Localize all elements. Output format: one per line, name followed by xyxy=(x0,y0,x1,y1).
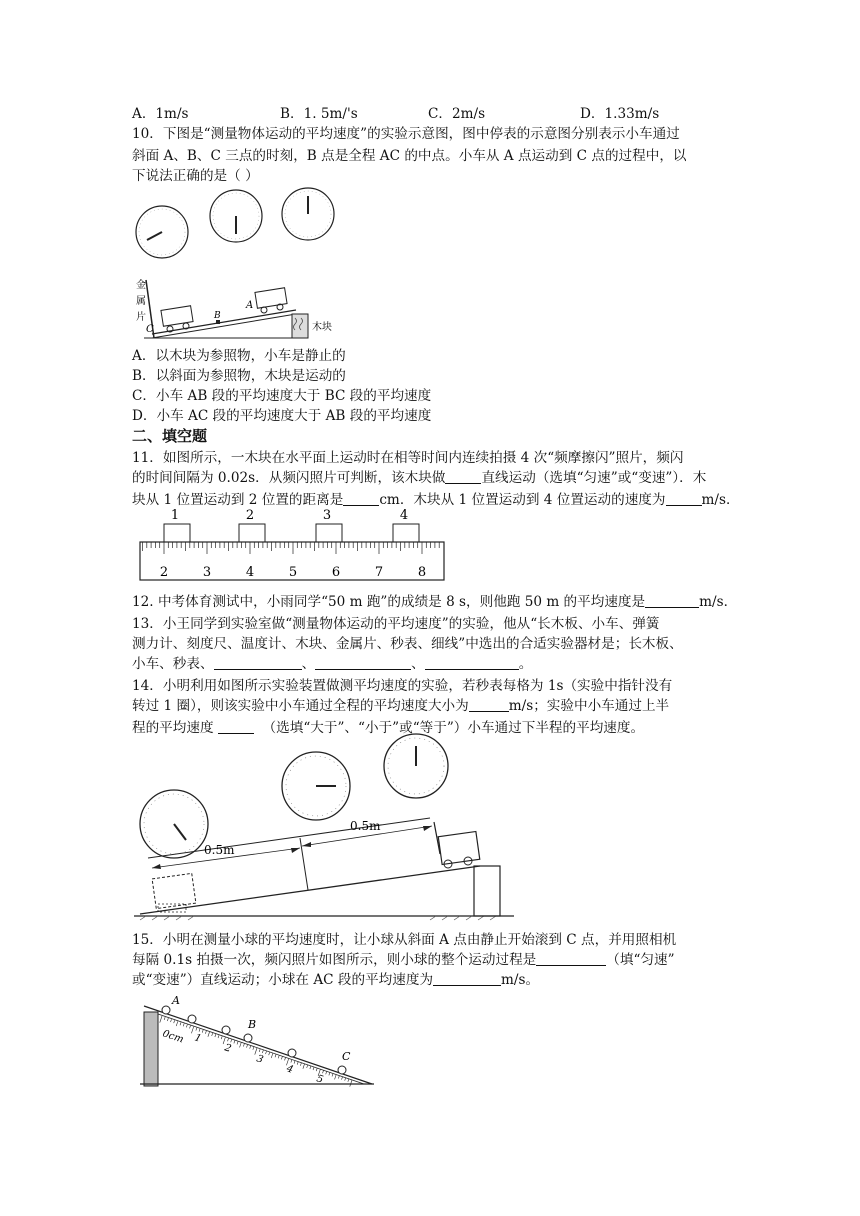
incline-ruler-tick xyxy=(307,1065,308,1068)
incline-ruler-tick xyxy=(275,1054,276,1057)
incline-ruler-tick xyxy=(269,1052,270,1055)
incline-ruler-tick xyxy=(350,1080,352,1087)
q12-line xyxy=(132,592,737,612)
incline-top xyxy=(152,310,296,334)
stopwatch-c xyxy=(136,206,188,258)
ruler-block-label: 3 xyxy=(322,508,332,523)
q10-line-1: 10．下图是“测量物体运动的平均速度”的实验示意图，图中停表的示意图分别表示小车通过 xyxy=(132,126,680,142)
label-metal-1: 金 xyxy=(136,280,146,291)
incline-ruler-tick xyxy=(291,1060,292,1063)
q14-incline-figure xyxy=(130,726,520,922)
q14-line-2-text-a: 转过 1 圈），则该实验中小车通过全程的平均速度大小为 xyxy=(132,698,469,714)
incline-ruler-tick xyxy=(310,1066,311,1069)
incline-ruler-tick xyxy=(247,1045,248,1048)
stopwatch-top xyxy=(384,734,448,798)
ruler-block-label: 2 xyxy=(245,508,255,523)
q12-text-b: m/s． xyxy=(699,594,738,610)
q15-line-1: 15．小明在测量小球的平均速度时，让小球从斜面 A 点由静止开始滚到 C 点，并用照相机 xyxy=(132,932,677,948)
q11-blank-speed[interactable] xyxy=(666,491,702,506)
label-wood-block: 木块 xyxy=(312,322,332,333)
q15-blank-speed[interactable] xyxy=(433,971,501,986)
incline-ruler-tick xyxy=(313,1067,314,1070)
incline-ruler-tick xyxy=(164,1017,165,1020)
incline-ruler-tick xyxy=(332,1074,333,1077)
ruler-scale-label: 8 xyxy=(417,565,427,580)
incline-ruler-tick xyxy=(231,1039,232,1042)
incline-bottom xyxy=(152,314,296,338)
incline-ruler-tick xyxy=(316,1068,317,1071)
label-a: A xyxy=(246,300,254,311)
q9-option-a: A．1m/s xyxy=(132,106,189,122)
q10-stopwatches xyxy=(130,190,340,265)
incline-ruler-tick xyxy=(183,1023,184,1026)
incline-ruler-tick xyxy=(323,1070,324,1073)
incline-ruler-tick xyxy=(303,1064,305,1069)
q13-separator-1: 、 xyxy=(301,656,316,672)
incline-ruler-tick xyxy=(300,1063,301,1066)
q11-ruler-figure xyxy=(138,506,448,582)
incline-ruler-tick xyxy=(218,1035,219,1038)
incline-ruler-tick xyxy=(345,1078,346,1081)
q14-line-3-text-a: 程的平均速度 xyxy=(132,720,214,736)
incline-ruler-tick xyxy=(335,1075,337,1080)
incline-ruler-tick xyxy=(243,1044,244,1047)
incline-ruler-tick xyxy=(190,1026,191,1029)
scale-5: 5 xyxy=(315,1073,325,1086)
incline-ruler-tick xyxy=(326,1071,327,1074)
incline-ruler-tick xyxy=(176,1021,178,1026)
incline-ruler-tick xyxy=(285,1058,286,1061)
q11-line-3-text-a: 块从 1 位置运动到 2 位置的距离是 xyxy=(132,492,344,508)
label-c: C xyxy=(146,324,154,335)
incline-ruler-tick xyxy=(167,1018,168,1021)
q10-option-a: A．以木块为参照物，小车是静止的 xyxy=(132,348,346,364)
q9-option-d: D．1.33m/s xyxy=(580,106,660,122)
incline-ruler-tick xyxy=(297,1062,298,1065)
q14-line-2-text-b: m/s；实验中小车通过上半 xyxy=(508,698,670,714)
balls xyxy=(162,1006,346,1074)
q13-blank-1[interactable] xyxy=(214,655,302,670)
cart-c xyxy=(161,306,193,332)
q13-blank-3[interactable] xyxy=(425,655,519,670)
q11-line-3-text-c: m/s． xyxy=(701,492,740,508)
q13-line-2: 测力计、刻度尺、温度计、木块、金属片、秒表、细线”中选出的合适实验器材是；长木板、 xyxy=(132,636,683,652)
q10-option-d: D．小车 AC 段的平均速度大于 AB 段的平均速度 xyxy=(132,408,432,424)
incline-top-line xyxy=(148,818,430,858)
stopwatch-bottom xyxy=(140,790,208,858)
incline-ruler-tick xyxy=(253,1047,254,1050)
incline-ruler-tick xyxy=(199,1029,200,1032)
incline-ruler-tick xyxy=(234,1041,235,1044)
ruler-block-label: 1 xyxy=(170,508,180,523)
ruler-scale-label: 3 xyxy=(202,565,212,580)
cart-bottom-dashed xyxy=(152,873,196,912)
q13-blank-2[interactable] xyxy=(315,655,411,670)
q14-line-3-text-b: （选填“大于”、“小于”或“等于”）小车通过下半程的平均速度。 xyxy=(262,720,645,736)
q13-end-mark: 。 xyxy=(518,656,533,672)
incline-surface xyxy=(140,866,480,914)
q15-blank-motion-type[interactable] xyxy=(536,951,606,966)
q15-line-2 xyxy=(132,950,675,970)
label-right-half: 0.5m xyxy=(350,819,381,833)
q15-line-3 xyxy=(132,970,539,990)
incline-ruler-tick xyxy=(205,1031,206,1034)
incline-ruler-tick xyxy=(250,1046,251,1049)
ruler-edge xyxy=(158,1014,364,1084)
q14-blank-average-speed[interactable] xyxy=(469,697,509,712)
incline-ruler-tick xyxy=(338,1076,339,1079)
q13-separator-2: 、 xyxy=(411,656,425,672)
q11-line-1: 11．如图所示，一木块在水平面上运动时在相等时间内连续拍摄 4 次“频摩擦闪”照片，频闪 xyxy=(132,450,684,466)
q13-line-3-text: 小车、秒表、 xyxy=(132,656,214,672)
incline-ruler-tick xyxy=(329,1073,330,1076)
ruler-block xyxy=(393,524,419,542)
ruler-scale-label: 6 xyxy=(331,565,341,580)
cart-a xyxy=(255,288,287,313)
stopwatch-middle xyxy=(282,752,350,820)
incline-ruler-tick xyxy=(271,1053,273,1058)
label-0cm: 0cm xyxy=(161,1028,185,1046)
label-b: B xyxy=(248,1018,257,1031)
q15-line-3-text-b: m/s。 xyxy=(501,972,540,988)
q15-line-3-text-a: 或“变速”）直线运动；小球在 AC 段的平均速度为 xyxy=(132,972,434,988)
incline-ruler-tick xyxy=(278,1055,279,1058)
label-metal-3: 片 xyxy=(136,312,146,323)
label-a: A xyxy=(172,994,180,1007)
label-metal-2: 属 xyxy=(136,296,146,307)
incline-ruler-tick xyxy=(342,1077,343,1080)
q12-text-a: 12. 中考体育测试中，小雨同学“50 m 跑”的成绩是 8 s，则他跑 50 m 的平均速度是 xyxy=(132,594,646,610)
q9-option-c: C．2m/s xyxy=(428,106,486,122)
ruler-scale-label: 2 xyxy=(159,565,169,580)
support-post xyxy=(144,1012,158,1086)
q15-incline-figure xyxy=(138,994,378,1088)
incline-ruler-tick xyxy=(294,1061,295,1064)
ruler-block-label: 4 xyxy=(399,508,409,523)
incline-ruler-tick xyxy=(237,1042,238,1045)
incline-ruler-tick xyxy=(266,1051,267,1054)
ruler-scale-label: 5 xyxy=(288,565,298,580)
support-block xyxy=(474,866,500,916)
q15-line-2-text-b: （填“匀速” xyxy=(606,952,675,968)
q13-line-1: 13．小王同学到实验室做“测量物体运动的平均速度”的实验，他从“长木板、小车、弹簧 xyxy=(132,616,660,632)
q10-option-c: C．小车 AB 段的平均速度大于 BC 段的平均速度 xyxy=(132,388,432,404)
stopwatch-b xyxy=(210,190,262,242)
q11-line-2 xyxy=(132,468,706,488)
incline-ruler-tick xyxy=(191,1027,193,1034)
q10-option-b: B．以斜面为参照物，木块是运动的 xyxy=(132,368,346,384)
q10-line-2: 斜面 A、B、C 三点的时刻，B 点是全程 AC 的中点。小车从 A 点运动到 C 点的过程中，以 xyxy=(132,148,687,164)
q11-blank-motion-type[interactable] xyxy=(445,469,481,484)
q11-blank-distance[interactable] xyxy=(343,491,379,506)
label-c: C xyxy=(342,1050,351,1063)
incline-ruler-tick xyxy=(262,1050,263,1053)
incline-ruler-tick xyxy=(212,1033,213,1036)
label-b: B xyxy=(214,311,221,321)
incline-ruler-tick xyxy=(160,1016,162,1023)
q15-line-2-text-a: 每隔 0.1s 拍摄一次，频闪照片如图所示，则小球的整个运动过程是 xyxy=(132,952,537,968)
q13-line-3 xyxy=(132,654,532,674)
cart-top xyxy=(434,822,480,868)
q11-line-2-text-a: 的时间间隔为 0.02s．从频闪照片可判断，该木块做 xyxy=(132,470,446,486)
incline-ruler-tick xyxy=(202,1030,203,1033)
incline-ruler-tick xyxy=(215,1034,216,1037)
scale-2: 2 xyxy=(223,1042,233,1055)
section-fill-in-heading: 二、填空题 xyxy=(132,427,208,445)
incline-ruler-tick xyxy=(171,1019,172,1022)
label-left-half: 0.5m xyxy=(204,843,235,857)
ruler-scale-label: 7 xyxy=(374,565,384,580)
incline-ruler-tick xyxy=(196,1028,197,1031)
q10-line-3: 下说法正确的是（ ） xyxy=(132,168,259,184)
ruler-block xyxy=(239,524,265,542)
incline-ruler-tick xyxy=(348,1079,349,1082)
q11-line-3-text-b: cm．木块从 1 位置运动到 4 位置运动的速度为 xyxy=(379,492,666,508)
stopwatch-a xyxy=(282,188,334,240)
incline-ruler-tick xyxy=(228,1038,229,1041)
q14-line-1: 14．小明利用如图所示实验装置做测平均速度的实验，若秒表每格为 1s（实验中指针没有 xyxy=(132,678,673,694)
incline-ruler-tick xyxy=(208,1032,210,1037)
incline-ruler-tick xyxy=(223,1037,225,1044)
q12-blank-speed[interactable] xyxy=(645,593,699,608)
q10-incline-figure xyxy=(130,276,340,346)
q11-line-2-text-b: 直线运动（选填“匀速”或“变速”）．木 xyxy=(481,470,707,486)
incline-ruler-tick xyxy=(255,1048,257,1055)
ruler-block xyxy=(164,524,190,542)
ruler-block xyxy=(316,524,342,542)
incline-ruler-tick xyxy=(180,1022,181,1025)
incline-ruler-tick xyxy=(221,1036,222,1039)
incline-ruler-tick xyxy=(174,1020,175,1023)
scale-1: 1 xyxy=(193,1032,203,1045)
incline-ruler-tick xyxy=(259,1049,260,1052)
scale-4: 4 xyxy=(285,1063,295,1076)
incline-ruler-tick xyxy=(281,1057,282,1060)
scale-3: 3 xyxy=(255,1053,265,1066)
q9-option-b: B．1. 5m/'s xyxy=(280,106,358,122)
incline-ruler-tick xyxy=(186,1025,187,1028)
incline-surface xyxy=(144,1006,372,1084)
incline-ruler-tick xyxy=(240,1043,242,1048)
ruler-scale-label: 4 xyxy=(245,565,255,580)
q14-line-2 xyxy=(132,696,669,716)
